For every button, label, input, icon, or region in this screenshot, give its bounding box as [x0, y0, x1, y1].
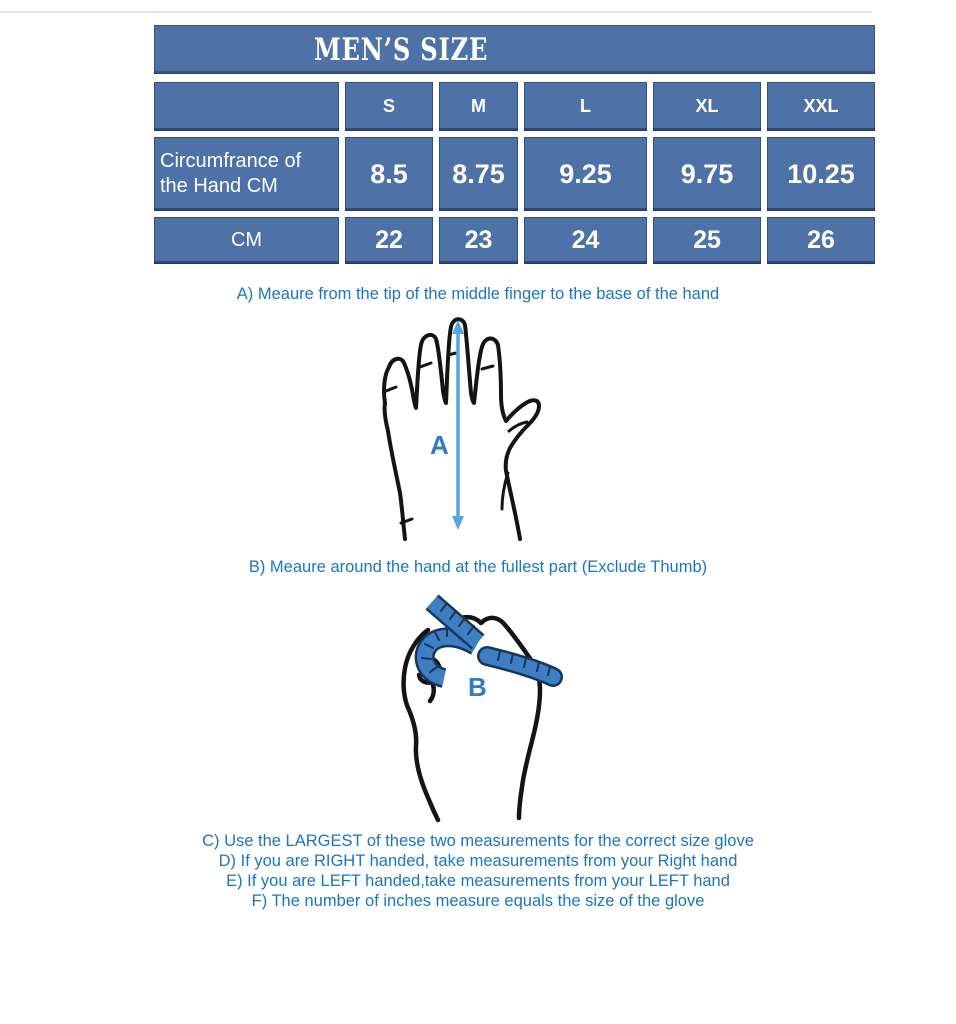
hand-measure-diagram: [358, 311, 560, 545]
table-grid: [154, 82, 875, 264]
cm-value-s: 22: [345, 217, 433, 264]
instruction-a: A) Meaure from the tip of the middle finger to the base of the hand: [236, 285, 720, 303]
instruction-f: F) The number of inches measure equals the size of the glove: [251, 892, 705, 910]
mens-size-table: [154, 25, 875, 264]
instruction-b: B) Meaure around the hand at the fullest part (Exclude Thumb): [248, 558, 708, 576]
corner-cell: [154, 82, 339, 131]
cm-value-xl: 25: [653, 217, 761, 264]
table-title: MEN’S SIZE: [314, 31, 489, 68]
circumference-value-m: 8.75: [439, 137, 518, 211]
size-col-header-m: M: [439, 82, 518, 131]
circumference-value-xxl: 10.25: [767, 137, 875, 211]
cm-value-l: 24: [524, 217, 647, 264]
instruction-c: C) Use the LARGEST of these two measurements for the correct size glove: [202, 832, 754, 850]
hand-outline: [384, 319, 539, 539]
circumference-value-xl: 9.75: [653, 137, 761, 211]
cm-value-xxl: 26: [767, 217, 875, 264]
circumference-value-s: 8.5: [345, 137, 433, 211]
instruction-e: E) If you are LEFT handed,take measurements from your LEFT hand: [226, 872, 730, 890]
row-label-cm: CM: [154, 217, 339, 264]
size-col-header-xl: XL: [653, 82, 761, 131]
size-col-header-s: S: [345, 82, 433, 131]
hand-label-a: A: [430, 430, 449, 460]
cm-value-m: 23: [439, 217, 518, 264]
size-col-header-l: L: [524, 82, 647, 131]
row-label-circumference: Circumfrance of the Hand CM: [154, 137, 339, 211]
fist-measure-diagram: [390, 580, 590, 830]
fist-outline-right: [519, 657, 540, 818]
instruction-d: D) If you are RIGHT handed, take measurements from your Right hand: [218, 852, 738, 870]
circumference-value-l: 9.25: [524, 137, 647, 211]
decorative-top-line: [0, 11, 872, 13]
table-title-bar: [154, 25, 875, 74]
instructions-block: [0, 831, 956, 911]
fist-label-b: B: [468, 672, 487, 702]
size-col-header-xxl: XXL: [767, 82, 875, 131]
